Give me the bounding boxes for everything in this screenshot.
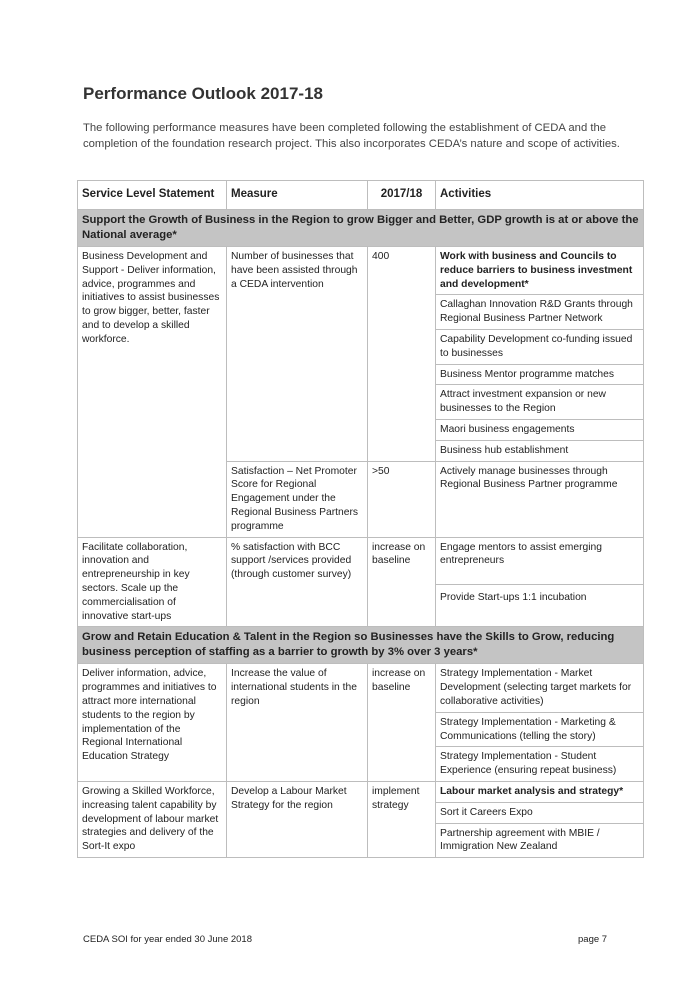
activity-cell: Engage mentors to assist emerging entrepreneurs xyxy=(436,537,644,584)
activity-cell: Strategy Implementation - Student Experience (ensuring repeat business) xyxy=(436,747,644,782)
table-header-row xyxy=(78,181,644,210)
table-row xyxy=(78,247,644,295)
activity-cell: Strategy Implementation - Marketing & Communications (telling the story) xyxy=(436,712,644,747)
measure-cell: % satisfaction with BCC support /services provided (through customer survey) xyxy=(227,537,368,627)
activity-cell: Callaghan Innovation R&D Grants through Regional Business Partner Network xyxy=(436,295,644,330)
measure-cell: Number of businesses that have been assisted through a CEDA intervention xyxy=(227,247,368,462)
activity-cell: Work with business and Councils to reduce barriers to business investment and development* xyxy=(436,247,644,295)
section-row xyxy=(78,210,644,247)
footer-document-title: CEDA SOI for year ended 30 June 2018 xyxy=(83,934,252,945)
activity-cell: Strategy Implementation - Market Development (selecting target markets for collaborative activities) xyxy=(436,664,644,712)
service-level-statement: Facilitate collaboration, innovation and entrepreneurship in key sectors. Scale up the commercialisation of innovative start-ups xyxy=(78,537,227,627)
page-title: Performance Outlook 2017-18 xyxy=(83,84,323,103)
target-cell: increase on baseline xyxy=(368,664,436,782)
header-year: 2017/18 xyxy=(368,181,436,210)
measure-cell: Satisfaction – Net Promoter Score for Regional Engagement under the Regional Business Partners programme xyxy=(227,461,368,537)
header-measure: Measure xyxy=(227,181,368,210)
target-cell: implement strategy xyxy=(368,781,436,857)
section-heading: Support the Growth of Business in the Region to grow Bigger and Better, GDP growth is at or above the National average* xyxy=(78,210,644,247)
activity-cell: Labour market analysis and strategy* xyxy=(436,781,644,802)
activity-cell: Attract investment expansion or new businesses to the Region xyxy=(436,385,644,420)
target-cell: 400 xyxy=(368,247,436,462)
section-row xyxy=(78,627,644,664)
target-cell: increase on baseline xyxy=(368,537,436,627)
activity-cell: Provide Start-ups 1:1 incubation xyxy=(436,584,644,627)
service-level-statement: Growing a Skilled Workforce, increasing talent capability by development of labour market strategies and delivery of the Sort-It expo xyxy=(78,781,227,857)
activity-cell: Partnership agreement with MBIE / Immigration New Zealand xyxy=(436,823,644,858)
table-row xyxy=(78,664,644,712)
performance-table xyxy=(77,180,644,858)
footer-page-number: page 7 xyxy=(578,934,608,945)
table-row xyxy=(78,537,644,584)
service-level-statement: Deliver information, advice, programmes and initiatives to attract more international students to the region by implementation of the Regional International Education Strategy xyxy=(78,664,227,782)
activity-cell: Actively manage businesses through Regional Business Partner programme xyxy=(436,461,644,537)
intro-paragraph: The following performance measures have been completed following the establishment of CEDA and the completion of the foundation research project. This also incorporates CEDA’s nature and scope of activities. xyxy=(83,122,620,150)
activity-cell: Maori business engagements xyxy=(436,419,644,440)
table-row xyxy=(78,781,644,802)
measure-cell: Develop a Labour Market Strategy for the region xyxy=(227,781,368,857)
activity-cell: Capability Development co-funding issued to businesses xyxy=(436,329,644,364)
activity-cell: Sort it Careers Expo xyxy=(436,802,644,823)
activity-cell: Business Mentor programme matches xyxy=(436,364,644,385)
activity-cell: Business hub establishment xyxy=(436,440,644,461)
section-heading: Grow and Retain Education & Talent in the Region so Businesses have the Skills to Grow, reducing business perception of staffing as a barrier to growth by 3% over 3 years* xyxy=(78,627,644,664)
target-cell: >50 xyxy=(368,461,436,537)
measure-cell: Increase the value of international students in the region xyxy=(227,664,368,782)
header-service-level-statement: Service Level Statement xyxy=(78,181,227,210)
header-activities: Activities xyxy=(436,181,644,210)
service-level-statement: Business Development and Support - Deliver information, advice, programmes and initiatives to assist businesses to grow bigger, better, faster and to develop a skilled workforce. xyxy=(78,247,227,538)
